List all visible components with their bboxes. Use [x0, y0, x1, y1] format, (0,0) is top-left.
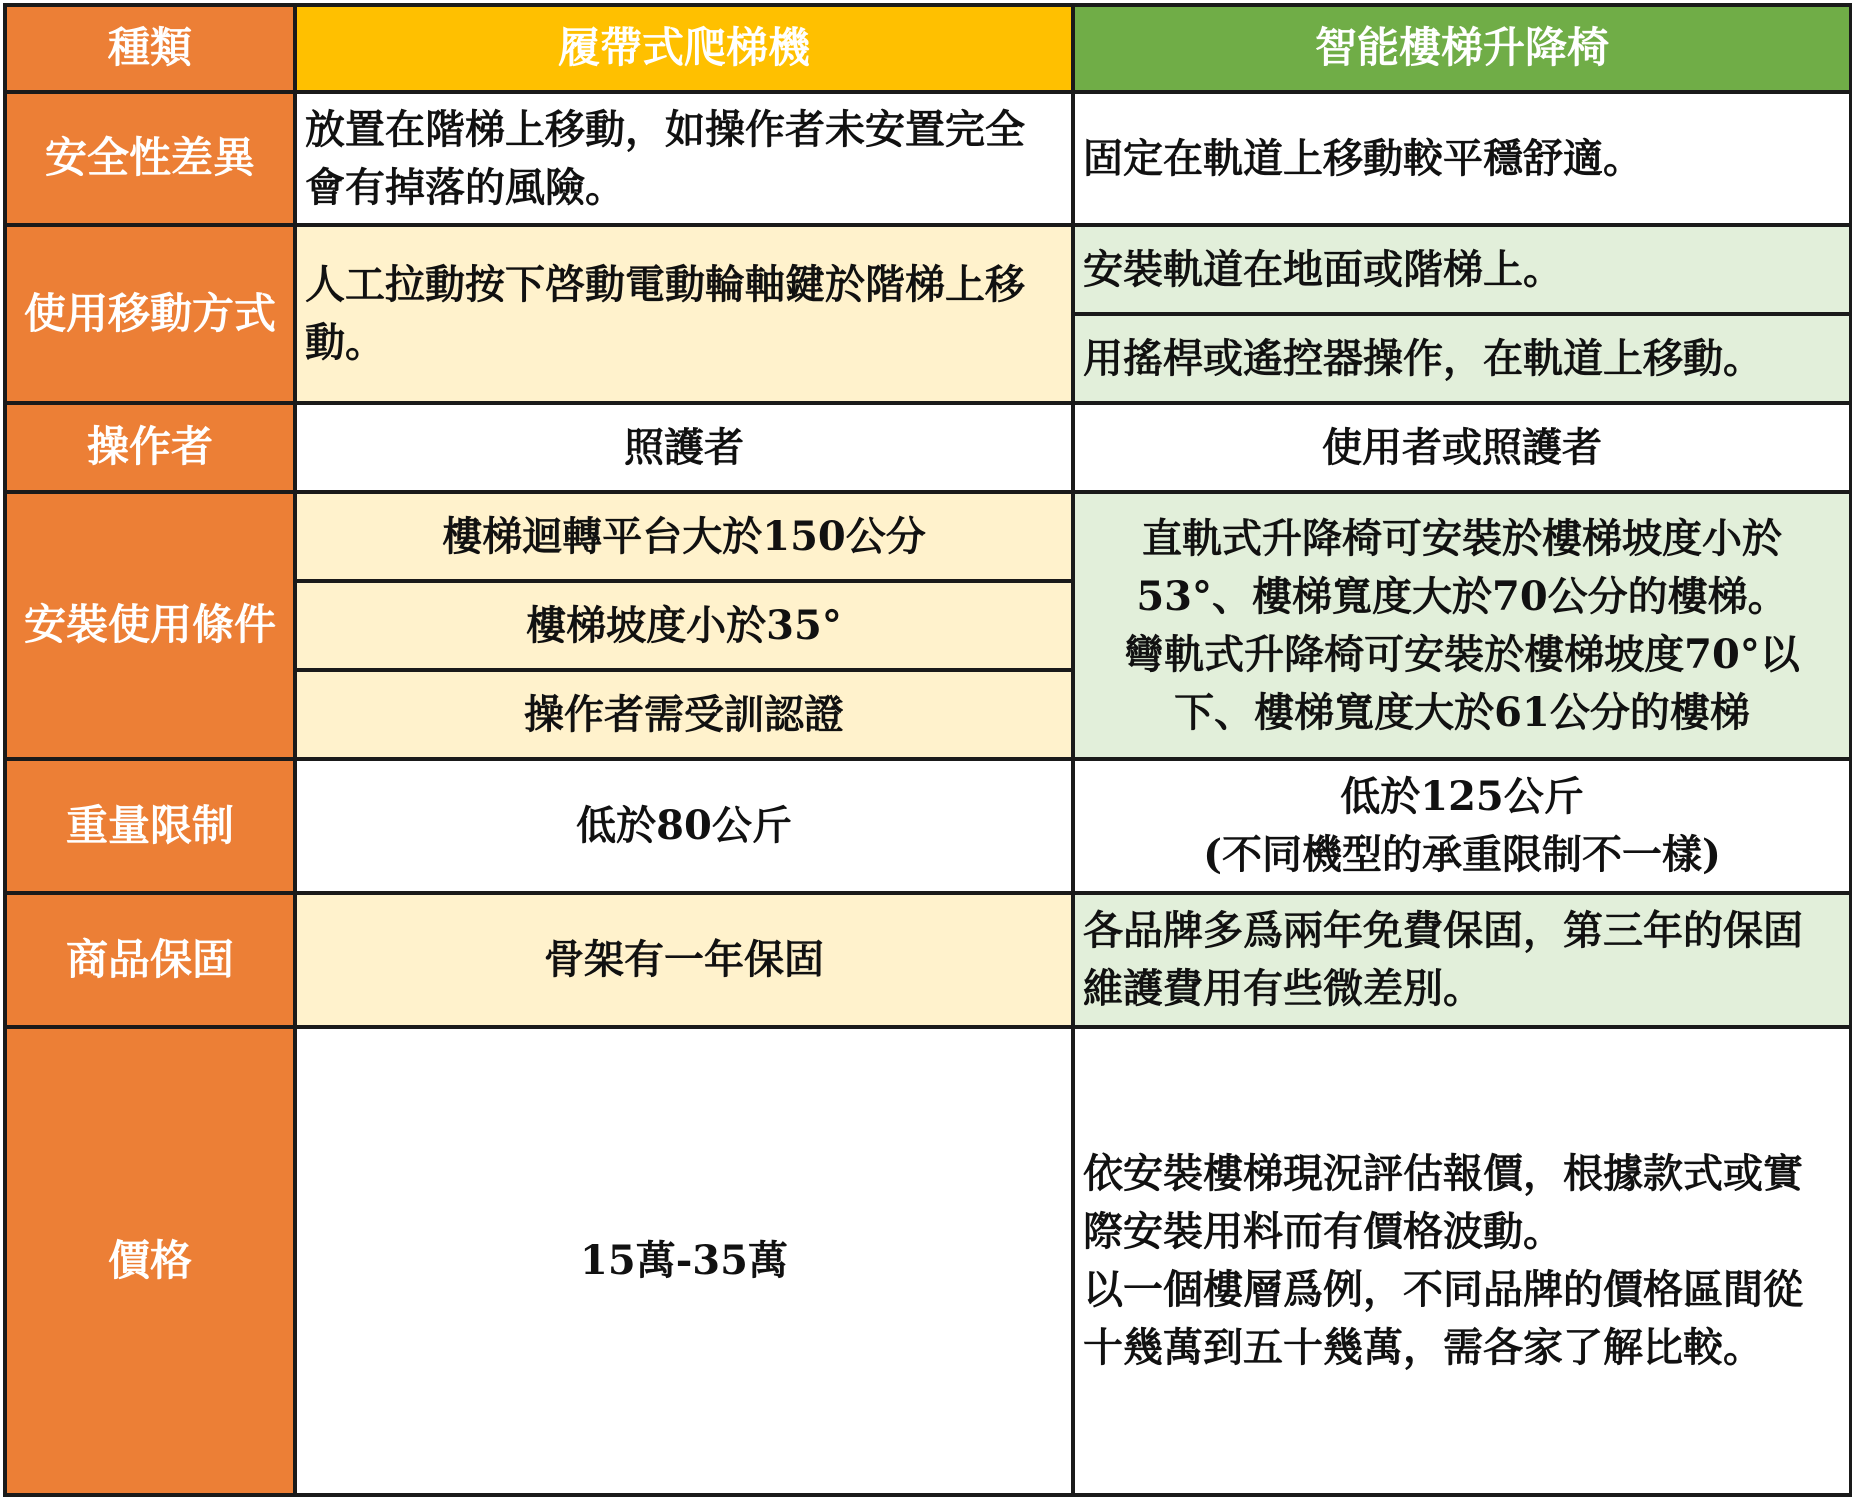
row-warranty: [5, 893, 1851, 1027]
stairlift-movement-1: 安裝軌道在地面或階梯上。: [1073, 225, 1851, 314]
crawler-warranty: 骨架有一年保固: [295, 893, 1073, 1027]
category-warranty: 商品保固: [5, 893, 295, 1027]
row-price: [5, 1027, 1851, 1495]
stairlift-conditions: [1073, 492, 1851, 759]
stairlift-conditions-line-4: 下、樓梯寬度大於61公分的樓梯: [1174, 688, 1750, 736]
category-weight: 重量限制: [5, 759, 295, 893]
stairlift-price: [1073, 1027, 1851, 1495]
stairlift-conditions-line-3: 彎軌式升降椅可安裝於樓梯坡度70°以: [1124, 630, 1800, 678]
stairlift-conditions-line-1: 直軌式升降椅可安裝於樓梯坡度小於: [1142, 514, 1782, 562]
category-operator: 操作者: [5, 403, 295, 492]
category-price: 價格: [5, 1027, 295, 1495]
crawler-condition-3: 操作者需受訓認證: [295, 670, 1073, 759]
row-weight: [5, 759, 1851, 893]
header-stairlift: 智能樓梯升降椅: [1073, 5, 1851, 92]
header-category: 種類: [5, 5, 295, 92]
crawler-weight: 低於80公斤: [295, 759, 1073, 893]
row-operator: [5, 403, 1851, 492]
stairlift-operator: 使用者或照護者: [1073, 403, 1851, 492]
category-movement: 使用移動方式: [5, 225, 295, 403]
row-conditions: [5, 492, 1851, 581]
crawler-condition-2: 樓梯坡度小於35°: [295, 581, 1073, 670]
stairlift-price-line-2: 以一個樓層爲例，不同品牌的價格區間從十幾萬到五十幾萬，需各家了解比較。: [1083, 1266, 1803, 1371]
comparison-table: [3, 3, 1852, 1497]
crawler-condition-1: 樓梯迴轉平台大於150公分: [295, 492, 1073, 581]
crawler-operator: 照護者: [295, 403, 1073, 492]
header-row: [5, 5, 1851, 92]
crawler-price: 15萬-35萬: [295, 1027, 1073, 1495]
category-conditions: 安裝使用條件: [5, 492, 295, 759]
stairlift-weight-line-1: 低於125公斤: [1340, 773, 1584, 820]
crawler-safety: 放置在階梯上移動，如操作者未安置完全會有掉落的風險。: [295, 92, 1073, 225]
stairlift-price-line-1: 依安裝樓梯現況評估報價，根據款式或實際安裝用料而有價格波動。: [1083, 1150, 1803, 1255]
crawler-movement: 人工拉動按下啓動電動輪軸鍵於階梯上移動。: [295, 225, 1073, 403]
stairlift-warranty: 各品牌多爲兩年免費保固，第三年的保固維護費用有些微差別。: [1073, 893, 1851, 1027]
row-safety: [5, 92, 1851, 225]
stairlift-conditions-line-2: 53°、樓梯寬度大於70公分的樓梯。: [1136, 572, 1788, 620]
header-crawler: 履帶式爬梯機: [295, 5, 1073, 92]
category-safety: 安全性差異: [5, 92, 295, 225]
stairlift-weight-line-2: (不同機型的承重限制不一樣): [1203, 831, 1721, 878]
row-movement: [5, 225, 1851, 314]
stairlift-movement-2: 用搖桿或遙控器操作，在軌道上移動。: [1073, 314, 1851, 403]
stairlift-safety: 固定在軌道上移動較平穩舒適。: [1073, 92, 1851, 225]
stairlift-weight: [1073, 759, 1851, 893]
